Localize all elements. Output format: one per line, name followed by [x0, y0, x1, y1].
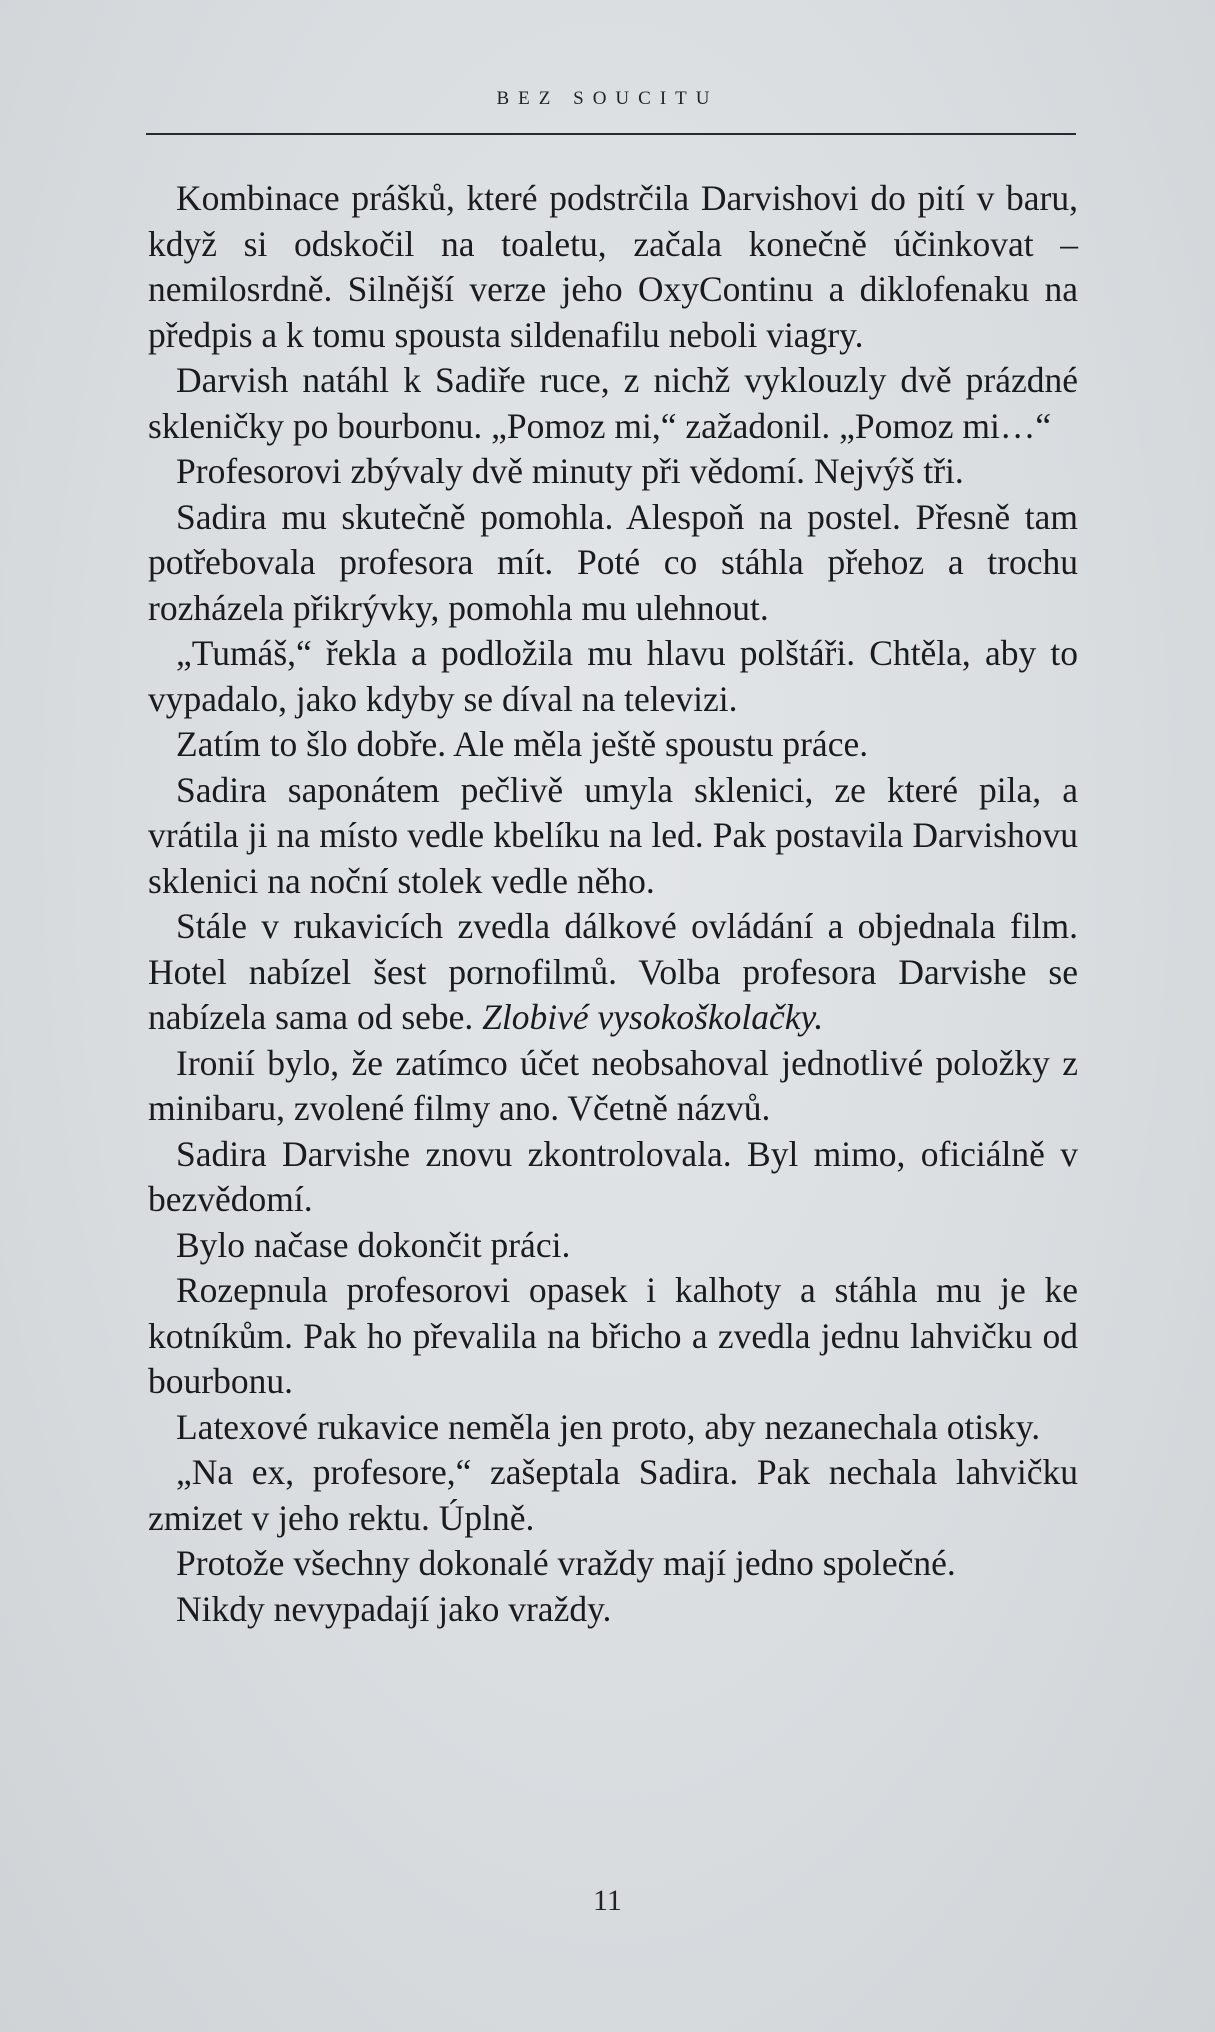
paragraph: Ironií bylo, že zatímco účet neobsahoval jednotlivé položky z minibaru, zvolené filmy ano. Včetně názvů. [148, 1042, 1078, 1128]
body-text [148, 176, 1078, 1632]
paragraph: Darvish natáhl k Sadiře ruce, z nichž vyklouzly dvě prázdné skleničky po bourbonu. „Pomoz mi,“ zažadonil. „Pomoz mi…“ [148, 360, 1078, 446]
film-title: Zlobivé vysokoškolačky. [482, 997, 824, 1037]
paragraph: Profesorovi zbývaly dvě minuty při vědomí. Nejvýš tři. [176, 451, 964, 491]
paragraph: „Tumáš,“ řekla a podložila mu hlavu polštáři. Chtěla, aby to vypadalo, jako kdyby se díval na televizi. [148, 633, 1078, 719]
paragraph: Zatím to šlo dobře. Ale měla ještě spoustu práce. [176, 724, 869, 764]
running-head: BEZ SOUCITU [496, 88, 719, 109]
paragraph: Nikdy nevypadají jako vraždy. [176, 1588, 612, 1629]
paragraph: Sadira saponátem pečlivě umyla sklenici, ze které pila, a vrátila ji na místo vedle kbelíku na led. Pak postavila Darvishovu sklenici na noční stolek vedle něho. [148, 769, 1078, 901]
paragraph: Latexové rukavice neměla jen proto, aby nezanechala otisky. [176, 1406, 1041, 1447]
paragraph-text: Stále v rukavicích zvedla dálkové ovládání a objednala film. Hotel nabízel šest pornofilmů. Volba profesora Darvishe se nabízela sama od sebe. [148, 906, 1078, 1037]
paragraph: „Na ex, profesore,“ zašeptala Sadira. Pak nechala lahvičku zmizet v jeho rektu. Úplně. [148, 1452, 1078, 1538]
page-number: 11 [593, 1884, 622, 1917]
paragraph: Bylo načase dokončit práci. [176, 1224, 571, 1265]
header-rule [146, 133, 1076, 135]
paragraph [148, 904, 1078, 1041]
paragraph: Rozepnula profesorovi opasek i kalhoty a stáhla mu je ke kotníkům. Pak ho převalila na břicho a zvedla jednu lahvičku od bourbonu. [148, 1270, 1078, 1401]
paragraph: Kombinace prášků, které podstrčila Darvishovi do pití v baru, když si odskočil na toaletu, začala konečně účinkovat – nemilosrdně. Silnější verze jeho OxyContinu a diklofenaku na předpis a k tomu spousta sildenafilu neboli viagry. [148, 178, 1078, 355]
paragraph: Sadira Darvishe znovu zkontrolovala. Byl mimo, oficiálně v bezvědomí. [148, 1133, 1078, 1219]
paragraph: Sadira mu skutečně pomohla. Alespoň na postel. Přesně tam potřebovala profesora mít. Poté co stáhla přehoz a trochu rozházela přikrývky, pomohla mu ulehnout. [148, 496, 1078, 628]
paragraph: Protože všechny dokonalé vraždy mají jedno společné. [176, 1543, 956, 1583]
